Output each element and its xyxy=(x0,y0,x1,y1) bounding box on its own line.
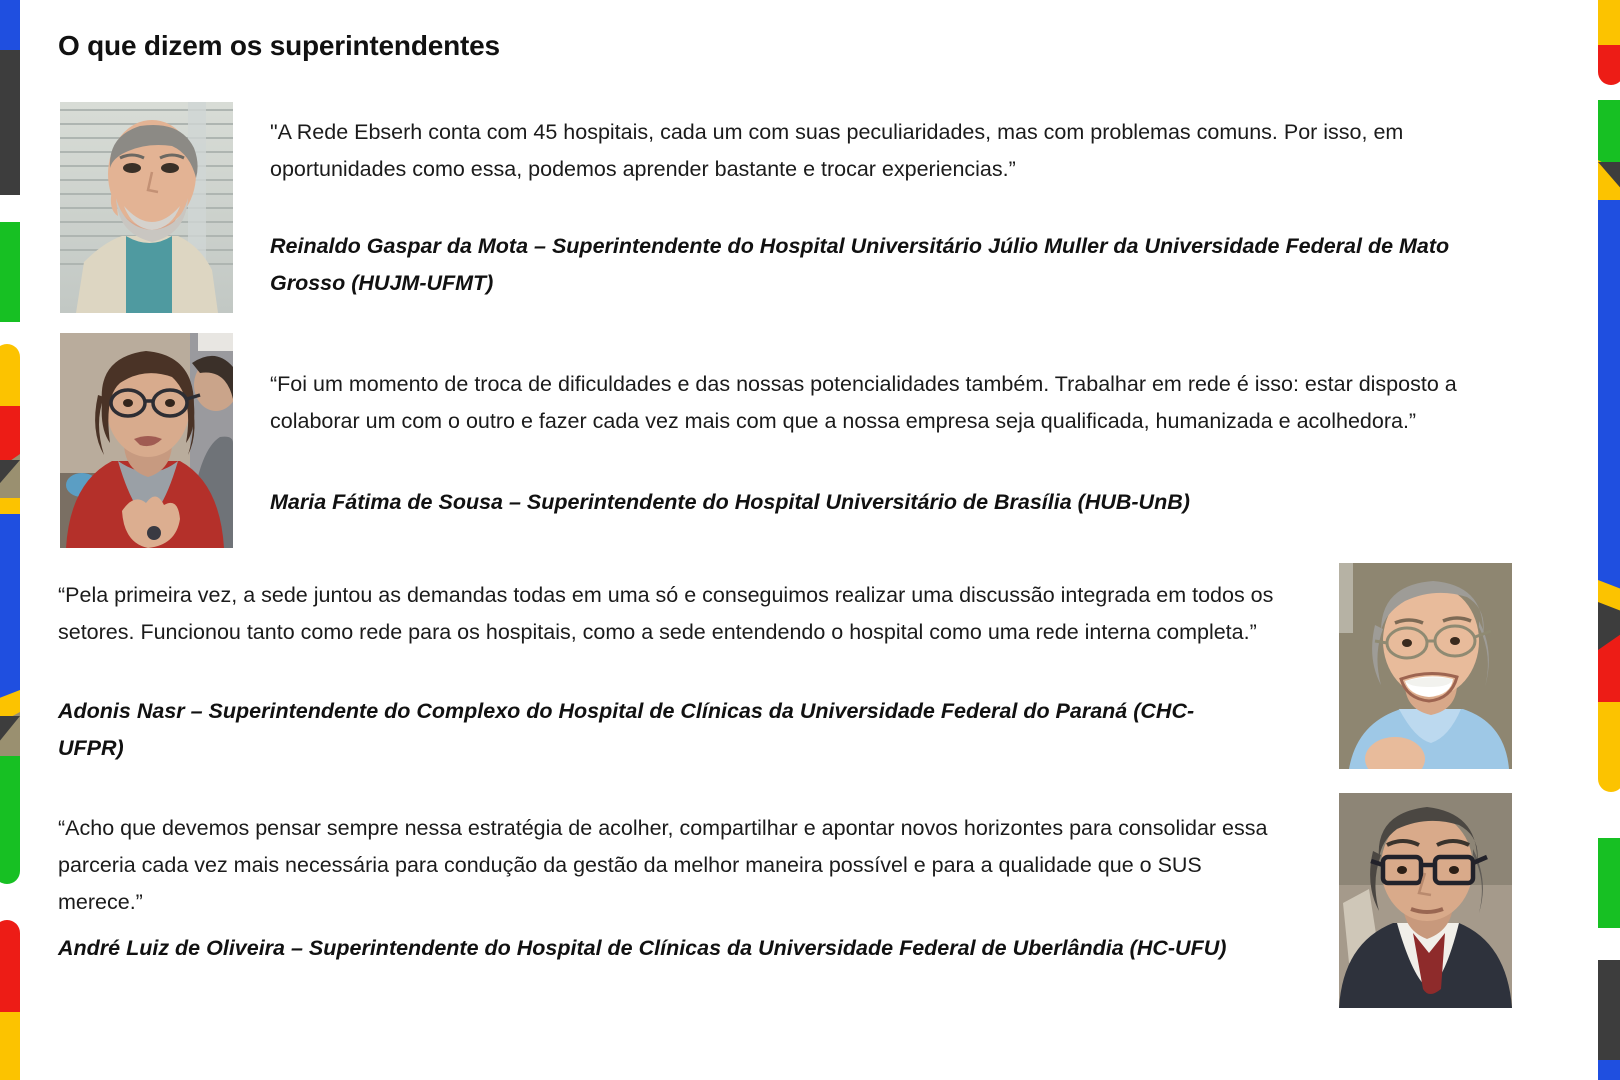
strip-segment-r-blue-bottom xyxy=(1598,1060,1620,1080)
strip-segment-r-blue xyxy=(1598,200,1620,300)
strip-segment-blue xyxy=(0,0,20,50)
page-title: O que dizem os superintendentes xyxy=(58,30,500,61)
strip-segment-r-red xyxy=(1598,650,1620,702)
strip-segment-r-wedge-upper xyxy=(1598,160,1620,200)
left-decorative-strip xyxy=(0,0,26,1080)
right-decorative-strip xyxy=(1598,0,1620,1080)
strip-segment-r-wedge-lower xyxy=(1598,602,1620,650)
strip-segment-dark-gray xyxy=(0,50,20,195)
strip-segment-r-blue-3 xyxy=(1598,400,1620,580)
strip-segment-red-cap-bottom xyxy=(0,920,20,1012)
quote-text-andre-luiz: “Acho que devemos pensar sempre nessa estratégia de acolher, compartilhar e apontar novos horizontes para consolidar essa parceria cada vez mais necessária para condução da gestão da melhor maneira possível e para a qualidade que o SUS merece.” xyxy=(58,816,1268,914)
quote-attribution-reinaldo: Reinaldo Gaspar da Mota – Superintendente do Hospital Universitário Júlio Muller da Universidade Federal de Mato Grosso (HUJM-UFMT) xyxy=(270,234,1450,295)
strip-segment-yellow-thin-1 xyxy=(0,498,20,514)
quote-text-maria-fatima: “Foi um momento de troca de dificuldades e das nossas potencialidades também. Trabalhar em rede é isso: estar disposto a colaborar um com o outro e fazer cada vez mais com que a nossa empresa seja qualificada, humanizada e acolhedora.” xyxy=(270,372,1457,433)
strip-segment-r-green xyxy=(1598,100,1620,160)
quote-text-adonis-nasr: “Pela primeira vez, a sede juntou as demandas todas em uma só e conseguimos realizar uma discussão integrada em todos os setores. Funcionou tanto como rede para os hospitais, como a sede entendendo o hospital como uma rede interna completa.” xyxy=(58,583,1274,644)
strip-segment-green xyxy=(0,222,20,322)
photo-maria-fatima-de-sousa xyxy=(60,333,233,548)
strip-segment-wedge-lower xyxy=(0,712,20,756)
photo-reinaldo-gaspar-da-mota xyxy=(60,102,233,313)
quote-attribution-maria-fatima: Maria Fátima de Sousa – Superintendente do Hospital Universitário de Brasília (HUB-UnB) xyxy=(270,490,1190,514)
strip-segment-r-green-2 xyxy=(1598,838,1620,928)
strip-segment-r-yellow-cap-bottom xyxy=(1598,702,1620,792)
strip-segment-wedge-upper xyxy=(0,454,20,498)
quote-text-reinaldo: "A Rede Ebserh conta com 45 hospitais, cada um com suas peculiaridades, mas com problemas comuns. Por isso, em oportunidades como essa, podemos aprender bastante e trocar experiencias.” xyxy=(270,120,1404,181)
strip-segment-r-red-cap xyxy=(1598,45,1620,85)
strip-segment-r-dark-gray xyxy=(1598,960,1620,1060)
photo-andre-luiz-de-oliveira xyxy=(1339,793,1512,1008)
quote-attribution-andre-luiz: André Luiz de Oliveira – Superintendente do Hospital de Clínicas da Universidade Federal de Uberlândia (HC-UFU) xyxy=(58,936,1227,960)
strip-segment-green-cap-bottom xyxy=(0,756,20,884)
strip-segment-yellow-bottom xyxy=(0,1012,20,1080)
strip-segment-red xyxy=(0,406,20,454)
strip-segment-yellow-cap-top xyxy=(0,344,20,406)
photo-adonis-nasr xyxy=(1339,563,1512,769)
strip-segment-blue-long xyxy=(0,514,20,690)
strip-segment-r-yellow-thin xyxy=(1598,580,1620,602)
quote-attribution-adonis-nasr: Adonis Nasr – Superintendente do Complexo do Hospital de Clínicas da Universidade Federal do Paraná (CHC-UFPR) xyxy=(58,699,1195,760)
strip-segment-r-blue-2 xyxy=(1598,300,1620,400)
strip-segment-yellow-thin-2 xyxy=(0,690,20,712)
strip-segment-r-yellow-top xyxy=(1598,0,1620,45)
